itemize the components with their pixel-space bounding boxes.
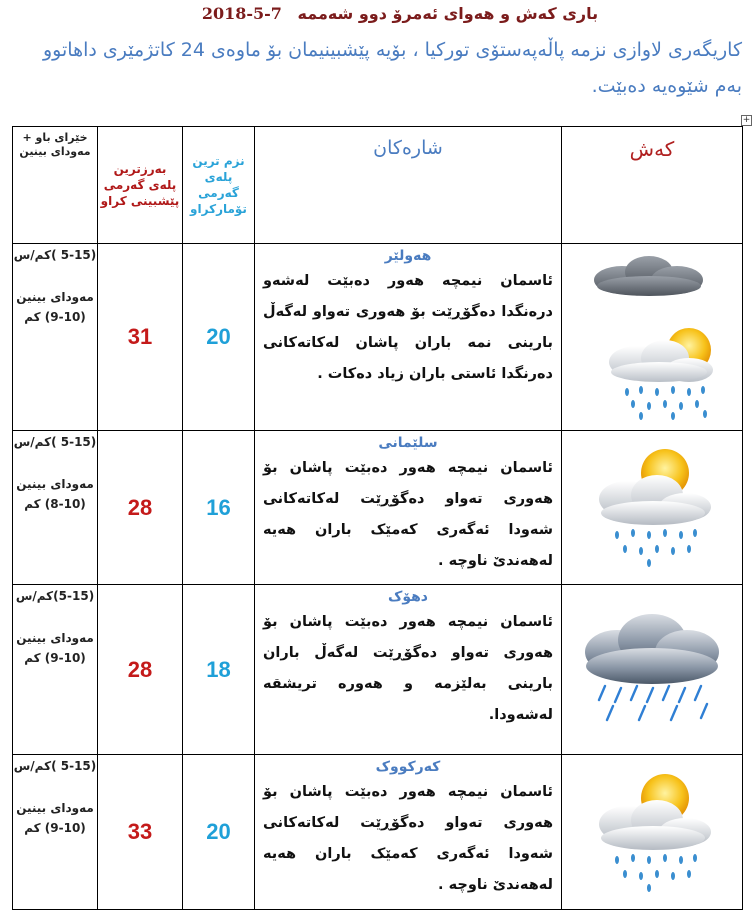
min-temp: 16 <box>183 431 255 585</box>
weather-icon-cell <box>562 431 743 585</box>
table-move-handle-icon[interactable]: + <box>742 115 751 125</box>
city-description: ئاسمان نیمچە هەور دەبێت پاشان بۆ هەوری تەواو دەگۆڕێت لەکاتەکانی شەودا ئەگەری کەمێک باران هەیە لەهەندێ ناوچە . <box>263 460 553 569</box>
visibility-label: مەودای بینین <box>16 290 94 304</box>
weather-icon-cell <box>562 755 743 910</box>
header-max-temp: بەرزترین پلەی گەرمی پێشبینی کراو <box>98 127 183 244</box>
city-description: ئاسمان نیمچە هەور دەبێت لەشەو درەنگدا دەگۆڕێت بۆ هەوری تەواو لەگەڵ بارینی نمە باران پاشان لەکاتەکانی دەرنگدا ئاستی باران زیاد دەکات . <box>263 273 553 382</box>
header-weather: کەش <box>562 127 743 244</box>
min-temp: 20 <box>183 755 255 910</box>
cloud-and-sun-rain-icon <box>577 250 727 420</box>
city-description: ئاسمان نیمچە هەور دەبێت پاشان بۆ هەوری تەواو دەگۆڕێت لەکاتەکانی شەودا ئەگەری کەمێک باران هەیە لەهەندێ ناوچە . <box>263 784 553 893</box>
visibility-label: مەودای بینین <box>16 801 94 815</box>
page-title-text: باری کەش و هەوای ئەمرۆ دوو شەممە <box>297 4 599 23</box>
wind-speed: (5-15 )کم/س <box>13 435 97 449</box>
city-cell <box>255 431 562 585</box>
sun-cloud-rain-icon <box>587 768 717 893</box>
visibility-value: (9-10) کم <box>24 821 86 835</box>
wind-cell <box>13 431 98 585</box>
sun-cloud-rain-icon <box>587 443 717 568</box>
table-row <box>13 244 743 431</box>
header-cities: شارەکان <box>255 127 562 244</box>
wind-speed: (5-15 )کم/س <box>13 759 97 773</box>
visibility-value: (9-10) کم <box>24 651 86 665</box>
city-cell <box>255 244 562 431</box>
min-temp: 18 <box>183 585 255 755</box>
weather-table <box>12 126 743 910</box>
wind-cell <box>13 244 98 431</box>
forecast-intro: کاریگەری لاوازی نزمە پاڵەپەستۆی تورکیا ، بۆیە پێشبینیمان بۆ ماوەی 24 کاتژمێری داهاتوو بەم شێوەیە دەبێت. <box>43 39 742 97</box>
city-name: هەولێر <box>384 248 432 264</box>
wind-speed: (5-15)کم/س <box>15 589 95 603</box>
max-temp: 28 <box>98 431 183 585</box>
max-temp: 33 <box>98 755 183 910</box>
header-min-temp: نزم ترین پلەی گەرمی تۆمارکراو <box>183 127 255 244</box>
weather-icon-cell <box>562 244 743 431</box>
visibility-label: مەودای بینین <box>16 631 94 645</box>
weather-icon-cell <box>562 585 743 755</box>
page-date: 2018-5-7 <box>201 4 282 23</box>
min-temp: 20 <box>183 244 255 431</box>
city-cell <box>255 585 562 755</box>
visibility-value: (8-10) کم <box>24 497 86 511</box>
visibility-value: (9-10) کم <box>24 310 86 324</box>
city-cell <box>255 755 562 910</box>
wind-cell <box>13 755 98 910</box>
table-row <box>13 755 743 910</box>
city-name: کەرکووک <box>375 759 441 775</box>
table-row <box>13 585 743 755</box>
table-header-row <box>13 127 743 244</box>
heavy-rain-cloud-icon <box>577 608 727 728</box>
wind-speed: (5-15 )کم/س <box>13 248 97 262</box>
city-name: دهۆک <box>387 589 428 605</box>
visibility-label: مەودای بینین <box>16 477 94 491</box>
table-row <box>13 431 743 585</box>
max-temp: 28 <box>98 585 183 755</box>
header-wind: خێرای باو + مەودای بینین <box>13 127 98 244</box>
wind-cell <box>13 585 98 755</box>
city-description: ئاسمان نیمچە هەور دەبێت پاشان بۆ هەوری تەواو دەگۆڕێت لەگەڵ باران بارینی بەلێزمە و هەورە تریشقە لەشەودا. <box>263 614 553 723</box>
max-temp: 31 <box>98 244 183 431</box>
city-name: سلێمانی <box>378 435 438 451</box>
page-title <box>150 4 650 23</box>
